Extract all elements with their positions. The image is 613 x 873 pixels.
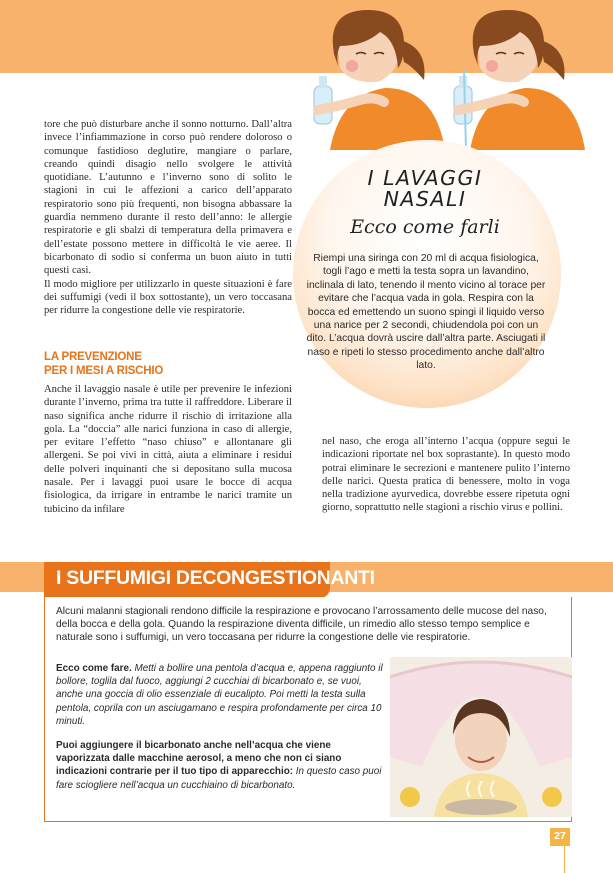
article-paragraph: Il modo migliore per utilizzarlo in queste situazioni è fare dei suffumigi (vedi il box sottostante), un vero toccasana per ridurre la congestione delle vie respiratorie. <box>44 278 292 317</box>
page-number-line <box>564 846 565 873</box>
article-paragraph: tore che può disturbare anche il sonno notturno. Dall’altra invece l’infiammazione in corso può rendere doloroso o comunque fastidioso deglutire, mangiare o parlare, creando quindi disagio nello svolgere le attività quotidiane. L’autunno e l’inverno sono di solito le stagioni in cui le affezioni a carico dell’apparato respiratorio sono più frequenti, non bisogna abbassare la guardia nemmeno durante il resto dell’anno: le allergie respiratorie e gli sbalzi di temperatura della primavera e dell’estate possono mettere in difficoltà le vie aeree. Il bicarbonato di sodio si conferma un buon aiuto in tutti questi casi. <box>44 119 292 277</box>
subheading-prevenzione: LA PREVENZIONE PER I MESI A RISCHIO <box>44 351 164 377</box>
circle-subtitle: Ecco come farli <box>350 216 500 238</box>
nasal-wash-illustration-1 <box>300 10 450 150</box>
article-right-bottom: nel naso, che eroga all’interno l’acqua (oppure segui le indicazioni riportate nel box soprastante). In questo modo potrai eliminare le secrezioni e mantenere pulito l’interno delle narici. Questa pratica di benessere, molto in voga nella tradizione ayurvedica, dovrebbe essere ripetuta ogni giorno, soprattutto nelle stagioni a rischio virus e pollini. <box>322 436 570 514</box>
article-left-top <box>44 118 292 317</box>
suffumigi-aerosol: Puoi aggiungere il bicarbonato anche nell’acqua che viene vaporizzata dalle macchine aerosol, a meno che non ci siano indicazioni contrarie per il tuo tipo di apparecchio: In questo caso puoi fare sciogliere nell’acqua un cucchiaino di bicarbonato. <box>56 740 382 791</box>
nasal-wash-illustration-2 <box>440 10 590 150</box>
suffumigi-intro: Alcuni malanni stagionali rendono difficile la respirazione e provocano l’arrossamento delle mucose del naso, della bocca e della gola. Quando la respirazione diventa difficile, un rimedio allo stesso tempo semplice e naturale sono i suffumigi, un vero toccasana per ridurre la congestione delle vie respiratorie. <box>56 606 547 644</box>
steam-inhalation-photo <box>390 657 572 817</box>
circle-text: Riempi una siringa con 20 ml di acqua fisiologica, togli l’ago e metti la testa sopra un lavandino, inclinala di lato, tenendo il mento vicino al torace per evitare che l’acqua vada in gola. Respira con la bocca ed emettendo un suono spingi il liquido verso una narice per 2 secondi, chiudendola poi con un dito. L’acqua dovrà uscire dall’altra parte. Asciugati il naso e ripeti lo stesso procedimento anche dall’altro lato. <box>306 253 546 372</box>
page-number: 27 <box>554 830 566 842</box>
circle-title: I LAVAGGI NASALI <box>367 166 483 211</box>
section-title: I SUFFUMIGI DECONGESTIONANTI <box>56 567 375 589</box>
suffumigi-howto: Ecco come fare. Metti a bollire una pentola d’acqua e, appena raggiunto il bollore, toglila dal fuoco, aggiungi 2 cucchiai di bicarbonato e, se vuoi, anche una goccia di olio essenziale di eucalipto. Poi metti la testa sulla pentola, coprila con un asciugamano e respira profondamente per circa 10 minuti. <box>56 663 383 727</box>
article-left-bottom: Anche il lavaggio nasale è utile per prevenire le infezioni durante l’inverno, prima tra tutte il raffreddore. Liberare il naso significa anche ridurre il rischio di irritazione alla gola. La “doccia” alle narici funziona in caso di allergie, per evitare l’effetto “naso chiuso” e allontanare gli allergeni. Se poi vivi in città, aiuta a eliminare i residui delle polveri inquinanti che si depositano sulla mucosa nasale. Per i lavaggi puoi usare le bocce di acqua fisiologica, da irrigare in entrambe le narici tramite un tubicino da infilare <box>44 384 292 515</box>
